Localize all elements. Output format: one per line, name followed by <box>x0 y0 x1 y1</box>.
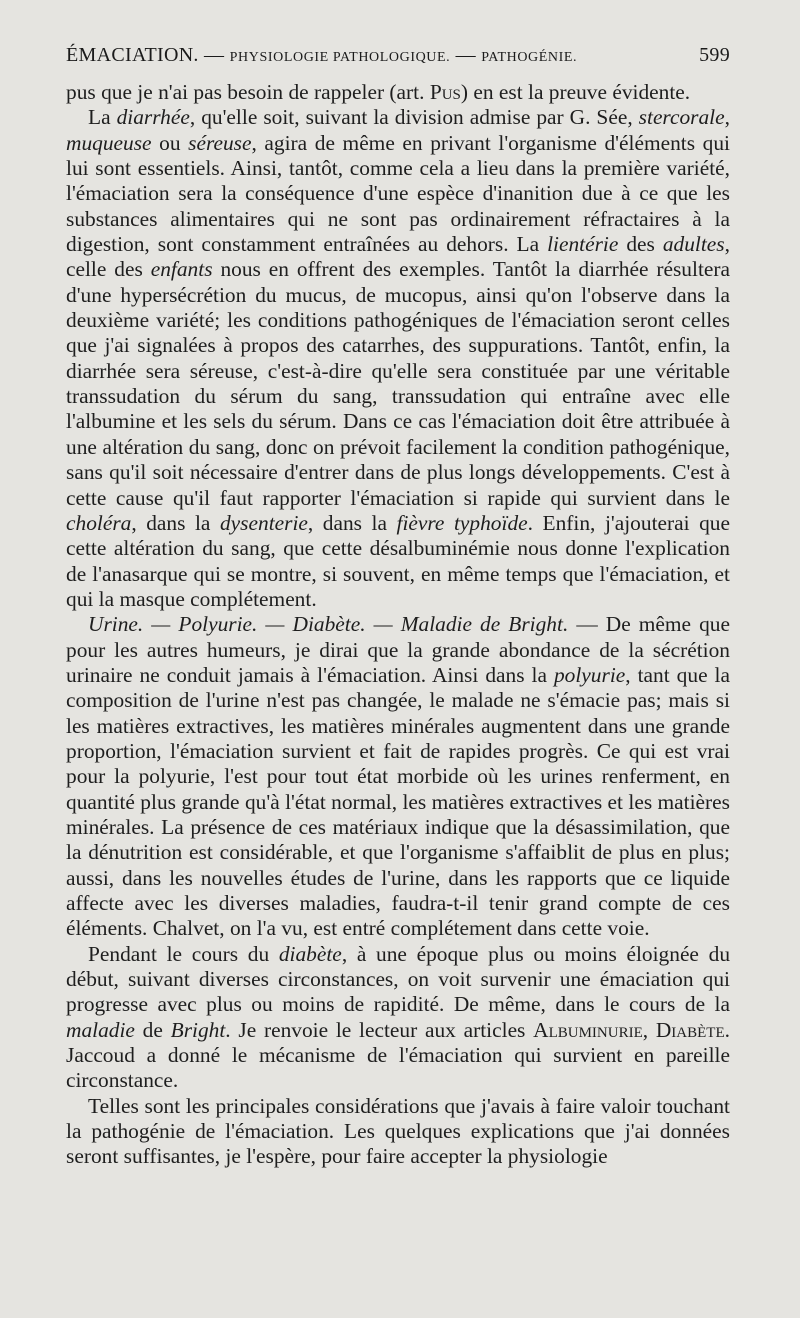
running-head <box>66 44 730 67</box>
paragraph-diabete: Pendant le cours du diabète, à une époque plus ou moins éloignée du début, suivant diverses circonstances, on voit survenir une émaciation qui progresse avec plus ou moins de rapidité. De même, dans le cours de la maladie de Bright. Je renvoie le lecteur aux articles Albuminurie, Diabète. Jaccoud a donné le mécanisme de l'émaciation qui survient en pareille circonstance. <box>66 941 731 1093</box>
paragraph-conclusion: Telles sont les principales considérations que j'avais à faire valoir touchant la pathogénie de l'émaciation. Les quelques explications que j'ai données seront suffisantes, je l'espère, pour faire accepter la physiologie <box>66 1093 730 1169</box>
italic-term: dysenterie <box>219 510 308 535</box>
italic-term: muqueuse <box>66 130 152 155</box>
italic-term: lientérie <box>547 232 619 257</box>
running-head-subsection: PATHOGÉNIE. <box>481 50 578 65</box>
body-text <box>66 80 730 1170</box>
section-heading: Urine. — Polyurie. — Diabète. — Maladie de Bright. <box>88 612 569 637</box>
italic-term: choléra <box>66 510 132 535</box>
small-caps-term: Diabète <box>655 1017 725 1042</box>
running-head-dash: — <box>455 44 476 66</box>
italic-term: adultes <box>662 232 725 257</box>
italic-term: fièvre typhoïde <box>396 510 528 535</box>
italic-term: stercorale <box>638 105 725 130</box>
small-caps-term: Albuminurie <box>533 1017 643 1042</box>
italic-term: maladie <box>66 1017 135 1042</box>
italic-term: enfants <box>150 257 213 282</box>
running-head-section: PHYSIOLOGIE PATHOLOGIQUE. <box>229 50 451 65</box>
italic-term: diarrhée <box>116 105 190 130</box>
running-head-title: ÉMACIATION. <box>66 44 199 66</box>
italic-term: Bright <box>170 1017 226 1042</box>
paragraph-urine: Urine. — Polyurie. — Diabète. — Maladie de Bright. — De même que pour les autres humeurs, je dirai que la grande abondance de la sécrétion urinaire ne conduit jamais à l'émaciation. Ainsi dans la polyurie, tant que la composition de l'urine n'est pas changée, le malade ne s'émacie pas; mais si les matières extractives, les matières minérales augmentent dans une grande proportion, l'émaciation survient et fait de rapides progrès. Ce qui est vrai pour la polyurie, l'est pour tout état morbide où les urines renferment, en quantité plus grande qu'à l'état normal, les matières extractives et les matières minérales. La présence de ces matériaux indique que la désassimilation, que la dénutrition est considérable, et que l'organisme s'affaiblit de plus en plus; aussi, dans les nouvelles études de l'urine, dans les rapports que ce liquide affecte avec les diverses maladies, faudra-t-il tenir grand compte de ces éléments. Chalvet, on l'a vu, est entré complétement dans cette voie. <box>66 612 730 941</box>
page-number: 599 <box>699 44 730 66</box>
running-head-dash: — <box>204 44 225 66</box>
small-caps-term: Pus <box>429 80 461 104</box>
italic-term: diabète <box>278 941 342 966</box>
italic-term: séreuse <box>188 130 252 155</box>
italic-term: polyurie <box>553 662 626 687</box>
paragraph-1: pus que je n'ai pas besoin de rappeler (art. Pus) en est la preuve évidente. <box>66 80 691 104</box>
paragraph-diarrhee: La diarrhée, qu'elle soit, suivant la division admise par G. Sée, stercorale, muqueuse ou séreuse, agira de même en privant l'organisme d'éléments qui lui sont essentiels. Ainsi, tantôt, comme cela a lieu dans la première variété, l'émaciation sera la conséquence d'une espèce d'inanition due à ce que les substances alimentaires qui ne sont pas ordinairement réfractaires à la digestion, sont constamment entraînées au dehors. La lientérie des adultes, celle des enfants nous en offrent des exemples. Tantôt la diarrhée résultera d'une hypersécrétion du mucus, de mucopus, ainsi qu'on l'observe dans la deuxième variété; les conditions pathogéniques de l'émaciation seront celles que j'ai signalées à propos des catarrhes, des suppurations. Tantôt, enfin, la diarrhée sera séreuse, c'est-à-dire qu'elle sera constituée par une véritable transsudation du sérum du sang, transsudation qui entraîne avec elle l'albumine et les sels du sérum. Dans ce cas l'émaciation doit être attribuée à une altération du sang, donc on prévoit facilement la condition pathogénique, sans qu'il soit nécessaire d'entrer dans de plus longs développements. C'est à cette cause qu'il faut rapporter l'émaciation si rapide qui survient dans le choléra, dans la dysenterie, dans la fièvre typhoïde. Enfin, j'ajouterai que cette altération du sang, que cette désalbuminémie nous donne l'explication de l'anasarque qui se montre, si souvent, en même temps que l'émaciation, et qui la masque complétement. <box>66 105 731 611</box>
